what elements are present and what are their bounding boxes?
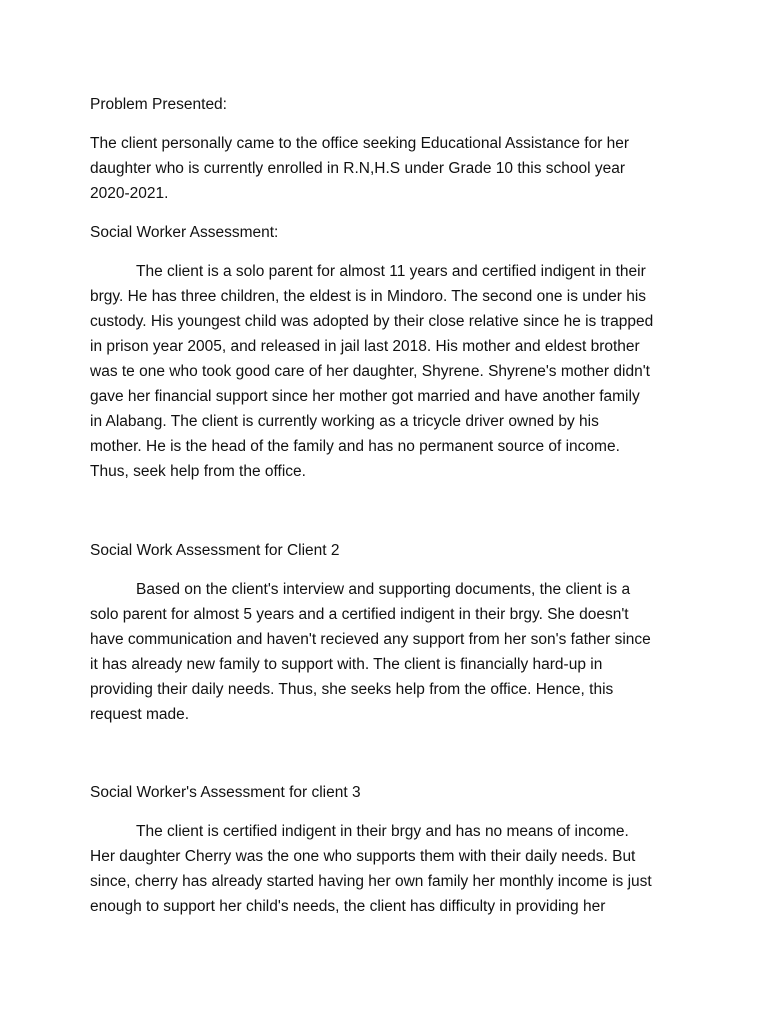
- paragraph-line: providing their daily needs. Thus, she seeks help from the office. Hence, this: [90, 681, 614, 698]
- paragraph-line: brgy. He has three children, the eldest is in Mindoro. The second one is under his: [90, 288, 647, 305]
- paragraph-line: Based on the client's interview and supporting documents, the client is a: [136, 581, 631, 598]
- paragraph-line: 2020-2021.: [90, 185, 169, 202]
- paragraph-line: in prison year 2005, and released in jail last 2018. His mother and eldest brother: [90, 338, 640, 355]
- paragraph-line: custody. His youngest child was adopted by their close relative since he is trapped: [90, 313, 654, 330]
- paragraph-line: Her daughter Cherry was the one who supports them with their daily needs. But: [90, 848, 636, 865]
- paragraph-line: mother. He is the head of the family and has no permanent source of income.: [90, 438, 620, 455]
- paragraph-line: gave her financial support since her mother got married and have another family: [90, 388, 640, 405]
- paragraph-line: daughter who is currently enrolled in R.N,H.S under Grade 10 this school year: [90, 160, 626, 177]
- paragraph-line: The client is certified indigent in their brgy and has no means of income.: [136, 823, 629, 840]
- paragraph-line: since, cherry has already started having her own family her monthly income is just: [90, 873, 652, 890]
- paragraph-line: it has already new family to support with. The client is financially hard-up in: [90, 656, 603, 673]
- paragraph-line: solo parent for almost 5 years and a certified indigent in their brgy. She doesn't: [90, 606, 629, 623]
- paragraph-line: The client personally came to the office seeking Educational Assistance for her: [90, 135, 630, 152]
- paragraph-line: have communication and haven't recieved any support from her son's father since: [90, 631, 651, 648]
- paragraph-line: The client is a solo parent for almost 11 years and certified indigent in their: [136, 263, 646, 280]
- paragraph-line: enough to support her child's needs, the client has difficulty in providing her: [90, 898, 606, 915]
- paragraph-line: Thus, seek help from the office.: [90, 463, 306, 480]
- paragraph-line: was te one who took good care of her daughter, Shyrene. Shyrene's mother didn't: [90, 363, 650, 380]
- section-heading-social-worker-assessment: Social Worker Assessment:: [90, 224, 279, 241]
- section-heading-client-2: Social Work Assessment for Client 2: [90, 542, 340, 559]
- section-heading-problem-presented: Problem Presented:: [90, 96, 227, 113]
- paragraph-line: request made.: [90, 706, 190, 723]
- paragraph-line: in Alabang. The client is currently working as a tricycle driver owned by his: [90, 413, 599, 430]
- section-heading-client-3: Social Worker's Assessment for client 3: [90, 784, 361, 801]
